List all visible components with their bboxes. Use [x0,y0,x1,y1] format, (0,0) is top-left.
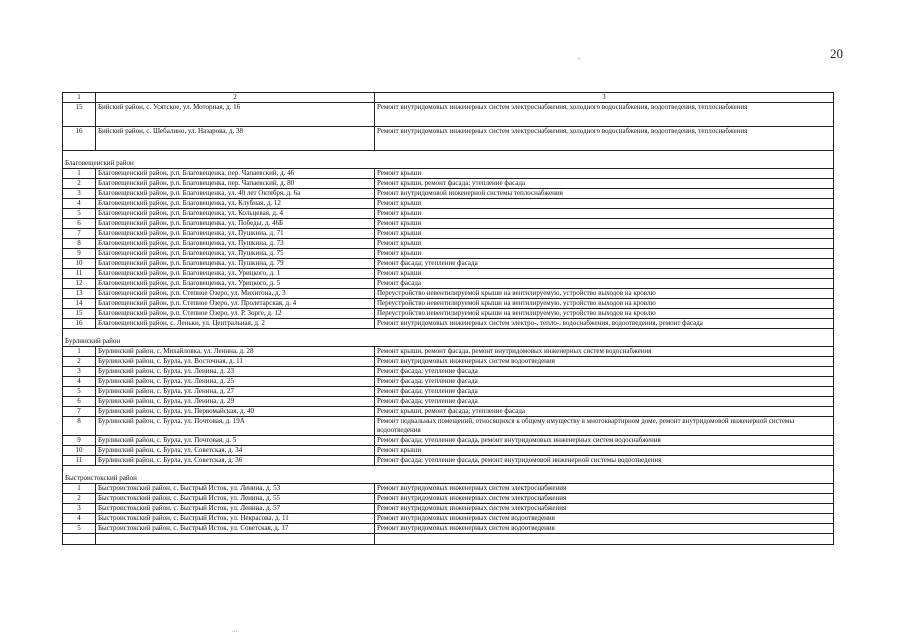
table-row [63,189,834,199]
row-address: Благовещенский район, с. Леньки, ул. Центральная, д. 2 [96,319,375,329]
table-row [63,309,834,319]
row-address: Бурлинский район, с. Бурла, ул. Ленина, д. 25 [96,377,375,387]
table-row [63,299,834,309]
row-work: Ремонт фасада; утепление фасада, ремонт внутридомовых инженерных систем водоснабжения [375,436,834,446]
table-row [63,259,834,269]
table-row [63,229,834,239]
table-row [63,456,834,466]
row-number: 9 [63,436,96,446]
row-number: 2 [63,179,96,189]
row-address: Благовещенский район, р.п. Благовещенка, ул. Пушкина, д. 73 [96,239,375,249]
row-address: Быстроистокский район, с. Быстрый Исток, ул. Советская, д. 17 [96,524,375,534]
row-work: Ремонт крыши [375,446,834,456]
row-work: Переустройство невентилируемой крыши на вентилируемую, устройство выходов на кровлю [375,289,834,299]
table-header-row [63,93,834,103]
row-number: 3 [63,189,96,199]
row-work: Ремонт крыши [375,209,834,219]
row-work: Ремонт внутридомовых инженерных систем водоотведения [375,514,834,524]
row-number: 16 [63,127,96,151]
row-address: Быстроистокский район, с. Быстрый Исток, ул. Ленина, д. 55 [96,494,375,504]
empty-cell [375,534,834,545]
row-number: 1 [63,169,96,179]
table-row [63,436,834,446]
section-title: Бурлинский район [63,329,834,347]
row-number: 10 [63,259,96,269]
row-work: Переустройство невентилируемой крыши на вентилируемую, устройство выходов на кровлю [375,299,834,309]
row-number: 5 [63,387,96,397]
row-number: 7 [63,229,96,239]
row-number: 5 [63,524,96,534]
row-work: Ремонт крыши [375,239,834,249]
row-number: 9 [63,249,96,259]
header-cell-1: 1 [63,93,96,103]
table-row [63,484,834,494]
row-address: Благовещенский район, р.п. Благовещенка, пер. Чапаевский, д. 80 [96,179,375,189]
row-work: Ремонт крыши [375,169,834,179]
row-number: 6 [63,219,96,229]
row-address: Бурлинский район, с. Бурла, ул. Советская, д. 36 [96,456,375,466]
row-work: Ремонт фасада; утепление фасада [375,367,834,377]
header-cell-2: 2 [96,93,375,103]
works-table [62,92,834,545]
page-number: 20 [830,46,843,61]
row-work: Переустройство невентилируемой крыши на вентилируемую, устройство выходов на кровлю [375,309,834,319]
row-number: 8 [63,239,96,249]
works-table-body [63,93,834,545]
section-title: Быстроистокский район [63,466,834,484]
table-row [63,367,834,377]
row-address: Бурлинский район, с. Бурла, ул. Почтовая, д. 19А [96,417,375,436]
table-row [63,289,834,299]
table-row [63,179,834,189]
row-number: 15 [63,309,96,319]
row-number: 8 [63,417,96,436]
table-row [63,239,834,249]
row-address: Бурлинский район, с. Бурла, ул. Советская, д. 34 [96,446,375,456]
row-number: 3 [63,367,96,377]
table-row [63,219,834,229]
section-title: Благовещенский район [63,151,834,169]
row-address: Благовещенский район, р.п. Благовещенка, ул. Пушкина, д. 75 [96,249,375,259]
row-number: 2 [63,357,96,367]
row-number: 2 [63,494,96,504]
row-address: Бурлинский район, с. Бурла, ул. Ленина, д. 27 [96,387,375,397]
table-row [63,169,834,179]
section-row [63,329,834,347]
row-number: 10 [63,446,96,456]
row-address: Быстроистокский район, с. Быстрый Исток, ул. Ленина, д. 53 [96,484,375,494]
section-row [63,466,834,484]
row-number: 11 [63,456,96,466]
row-address: Благовещенский район, р.п. Степное Озеро, ул. Пролетарская, д. 4 [96,299,375,309]
row-work: Ремонт внутридомовых инженерных систем электроснабжения [375,504,834,514]
row-address: Бийский район, с. Шебалино, ул. Назарова, д. 38 [96,127,375,151]
row-address: Благовещенский район, р.п. Благовещенка, ул. Пушкина, д. 79 [96,259,375,269]
row-address: Бийский район, с. Усятское, ул. Моторная, д. 16 [96,103,375,127]
table-row [63,103,834,127]
row-address: Благовещенский район, р.п. Благовещенка, ул. Пушкина, д. 71 [96,229,375,239]
row-number: 16 [63,319,96,329]
row-address: Благовещенский район, р.п. Благовещенка, ул. Урицкого, д. 1 [96,269,375,279]
table-row [63,494,834,504]
row-address: Благовещенский район, р.п. Благовещенка, ул. Клубная, д. 12 [96,199,375,209]
row-work: Ремонт фасада; утепление фасада [375,377,834,387]
row-number: 7 [63,407,96,417]
row-work: Ремонт крыши [375,269,834,279]
row-work: Ремонт фасада [375,279,834,289]
row-number: 4 [63,199,96,209]
row-address: Благовещенский район, р.п. Благовещенка, ул. Урицкого, д. 5 [96,279,375,289]
row-number: 5 [63,209,96,219]
row-work: Ремонт фасада; утепление фасада [375,387,834,397]
row-work: Ремонт крыши [375,219,834,229]
row-number: 14 [63,299,96,309]
row-address: Благовещенский район, р.п. Благовещенка, пер. Чапаевский, д. 46 [96,169,375,179]
section-row [63,151,834,169]
row-work: Ремонт крыши, ремонт фасада, ремонт внутридомовых инженерных систем водоснабжения [375,347,834,357]
row-work: Ремонт крыши, ремонт фасада; утепление фасада [375,407,834,417]
row-address: Бурлинский район, с. Бурла, ул. Почтовая, д. 5 [96,436,375,446]
row-address: Благовещенский район, р.п. Благовещенка, ул. 40 лет Октября, д. 6а [96,189,375,199]
page-mark: - [578,54,581,63]
row-number: 1 [63,347,96,357]
row-work: Ремонт фасада; утепление фасада, ремонт внутридомовой инженерной системы водоотведения [375,456,834,466]
row-number: 11 [63,269,96,279]
table-row [63,199,834,209]
table-row [63,387,834,397]
table-row [63,319,834,329]
row-number: 4 [63,514,96,524]
row-number: 4 [63,377,96,387]
table-row [63,279,834,289]
row-work: Ремонт внутридомовой инженерной системы теплоснабжения [375,189,834,199]
row-work: Ремонт внутридомовых инженерных систем электроснабжения [375,484,834,494]
table-row [63,397,834,407]
row-address: Благовещенский район, р.п. Степное Озеро, ул. Михитона, д. 3 [96,289,375,299]
row-address: Благовещенский район, р.п. Благовещенка, ул. Кольцевая, д. 4 [96,209,375,219]
table-row [63,249,834,259]
table-row [63,269,834,279]
table-continuation-row [63,534,834,545]
row-work: Ремонт крыши [375,229,834,239]
row-work: Ремонт внутридомовых инженерных систем электроснабжения [375,494,834,504]
row-number: 6 [63,397,96,407]
row-work: Ремонт внутридомовых инженерных систем водоотведения [375,524,834,534]
row-number: 15 [63,103,96,127]
row-work: Ремонт крыши [375,199,834,209]
table-row [63,417,834,436]
row-address: Бурлинский район, с. Бурла, ул. Первомайская, д. 40 [96,407,375,417]
empty-cell [96,534,375,545]
table-row [63,209,834,219]
row-number: 3 [63,504,96,514]
table-row [63,407,834,417]
row-address: Благовещенский район, р.п. Благовещенка, ул. Победы, д. 46Б [96,219,375,229]
empty-cell [63,534,96,545]
table-row [63,446,834,456]
row-work: Ремонт внутридомовых инженерных систем электро-, тепло-, водоснабжения, водоотведения, ремонт фасада [375,319,834,329]
table-row [63,524,834,534]
row-work: Ремонт внутридомовых инженерных систем электроснабжения, холодного водоснабжения, водоотведения, теплоснабжения [375,103,834,127]
row-address: Бурлинский район, с. Бурла, ул. Ленина, д. 23 [96,367,375,377]
row-address: Быстроистокский район, с. Быстрый Исток, ул. Некрасова, д. 11 [96,514,375,524]
row-work: Ремонт внутридомовых инженерных систем водоотведения [375,357,834,367]
table-row [63,377,834,387]
row-address: Бурлинский район, с. Бурла, ул. Восточная, д. 11 [96,357,375,367]
row-address: Бурлинский район, с. Бурла, ул. Ленина, д. 29 [96,397,375,407]
table-row [63,514,834,524]
row-number: 12 [63,279,96,289]
row-work: Ремонт крыши [375,249,834,259]
footer-mark: ... [232,626,238,634]
table-row [63,357,834,367]
row-number: 13 [63,289,96,299]
row-address: Бурлинский район, с. Михайловка, ул. Ленина, д. 28 [96,347,375,357]
row-work: Ремонт крыши, ремонт фасада; утепление фасада [375,179,834,189]
row-address: Быстроистокский район, с. Быстрый Исток, ул. Ленина, д. 57 [96,504,375,514]
table-row [63,504,834,514]
header-cell-3: 3 [375,93,834,103]
row-work: Ремонт фасада; утепление фасада [375,397,834,407]
row-address: Благовещенский район, р.п. Степное Озеро, ул. Р. Зорге, д. 12 [96,309,375,319]
row-number: 1 [63,484,96,494]
row-work: Ремонт фасада; утепление фасада [375,259,834,269]
table-row [63,347,834,357]
row-work: Ремонт подвальных помещений, относящихся к общему имуществу в многоквартирном доме, ремонт внутридомовой инженерной системы водоотведения [375,417,834,436]
table-row [63,127,834,151]
row-work: Ремонт внутридомовых инженерных систем электроснабжения, холодного водоснабжения, водоотведения, теплоснабжения [375,127,834,151]
